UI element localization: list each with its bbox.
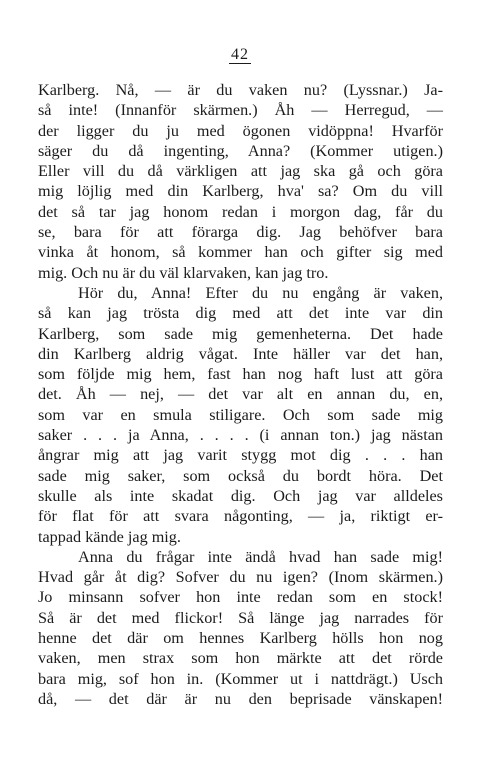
text-line: Jo minsann sofver hon inte redan som en stock! xyxy=(38,588,443,607)
text-line: mig. Och nu är du väl klarvaken, kan jag tro. xyxy=(38,263,329,282)
text-line: skulle als inte skadat dig. Och jag var alldeles xyxy=(38,486,443,505)
text-line: ångrar mig att jag varit stygg mot dig . . . han xyxy=(38,446,443,465)
page-number-text: 42 xyxy=(231,46,249,63)
text-line: se, bara för att förarga dig. Jag behöfver bara xyxy=(38,223,443,242)
page-number xyxy=(0,46,480,64)
text-line: då, — det där är nu den beprisade vänskapen! xyxy=(38,689,443,708)
text-line: Karlberg, som sade mig gemenheterna. Det hade xyxy=(38,324,443,343)
text-line: Eller vill du då värkligen att jag ska gå och göra xyxy=(38,162,443,181)
text-line: som följde mig hem, fast han nog haft lust att göra xyxy=(38,365,443,384)
text-line: det så tar jag honom redan i morgon dag, får du xyxy=(38,202,443,221)
body-text xyxy=(38,80,443,709)
text-line: Hör du, Anna! Efter du nu engång är vaken, xyxy=(78,283,443,302)
text-line: så kan jag trösta dig med att det inte var din xyxy=(38,304,443,323)
text-line: säger du då ingenting, Anna? (Kommer utigen.) xyxy=(38,141,443,160)
text-line: för flat för att svara någonting, — ja, riktigt er- xyxy=(38,507,443,526)
text-line: Hvad går åt dig? Sofver du nu igen? (Inom skärmen.) xyxy=(38,568,443,587)
text-line: det. Åh — nej, — det var alt en annan du, en, xyxy=(38,385,443,404)
text-line: der ligger du ju med ögonen vidöppna! Hvarför xyxy=(38,121,443,140)
text-line: Anna du frågar inte ändå hvad han sade mig! xyxy=(78,547,443,566)
text-line: så inte! (Innanför skärmen.) Åh — Herregud, — xyxy=(38,101,443,120)
text-line: sade mig saker, som också du bordt höra. Det xyxy=(38,466,443,485)
text-line: Karlberg. Nå, — är du vaken nu? (Lyssnar.) Ja- xyxy=(38,81,443,99)
text-line: som var en smula stiligare. Och som sade mig xyxy=(38,405,443,424)
text-line: Så är det med flickor! Så länge jag narrades för xyxy=(38,608,443,627)
text-line: henne det där om hennes Karlberg hölls hon nog xyxy=(38,629,443,648)
text-line: tappad kände jag mig. xyxy=(38,527,181,546)
text-line: mig löjlig med din Karlberg, hva' sa? Om du vill xyxy=(38,182,443,201)
text-line: din Karlberg aldrig vågat. Inte häller var det han, xyxy=(38,344,443,363)
text-line: vinka åt honom, så kommer han och gifter sig med xyxy=(38,243,443,262)
text-line: bara mig, sof hon in. (Kommer ut i nattdrägt.) Usch xyxy=(38,669,443,688)
text-line: saker . . . ja Anna, . . . . (i annan ton.) jag nästan xyxy=(38,426,443,445)
text-line: vaken, men strax som hon märkte att det rörde xyxy=(38,649,443,668)
